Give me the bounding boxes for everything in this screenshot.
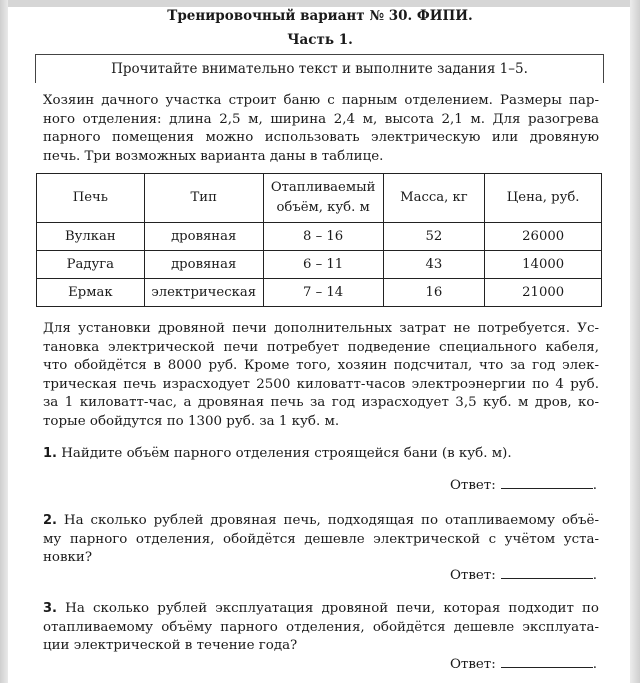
question-text: На сколько рублей дровяная печь, подходящая по отапливаемому объё- (63, 513, 599, 528)
question-line: ции электрической в течение года? (43, 638, 298, 654)
cell-mass: 43 (383, 251, 485, 279)
cell-volume: 6 – 11 (263, 251, 383, 279)
part-heading: Часть 1. (287, 32, 353, 48)
conditions-line: за 1 киловатт-час, а дровяная печь за год израсходует 3,5 куб. м дров, ко- (43, 395, 599, 411)
answer-field-3[interactable] (501, 655, 593, 668)
table-row (37, 279, 602, 307)
cell-mass: 16 (383, 279, 485, 307)
stoves-table (36, 173, 602, 307)
conditions-line: трическая печь израсходует 2500 киловатт-часов электроэнергии по 4 руб. (43, 376, 599, 392)
intro-line: печь. Три возможных варианта даны в таблице. (43, 148, 384, 164)
column-header-type: Тип (144, 174, 263, 223)
instruction-box: Прочитайте внимательно текст и выполните задания 1–5. (35, 54, 604, 83)
question-line: новки? (43, 550, 92, 566)
conditions-line: торые обойдутся по 1300 руб. за 1 куб. м. (43, 413, 340, 429)
answer-label: Ответ: (449, 657, 496, 672)
answer-line-3 (450, 655, 597, 672)
intro-line: ного отделения: длина 2,5 м, ширина 2,4 м, высота 2,1 м. Для разогрева (43, 111, 599, 127)
cell-type: электрическая (144, 279, 263, 307)
column-header-stove: Печь (37, 174, 145, 223)
cell-volume: 7 – 14 (263, 279, 383, 307)
question-number: 2. (43, 513, 57, 528)
table-row (37, 251, 602, 279)
cell-price: 26000 (485, 223, 602, 251)
column-header-volume-line2: объём, куб. м (276, 200, 370, 215)
question-line: му парного отделения, обойдётся дешевле электрической с учётом уста- (43, 531, 599, 547)
cell-price: 14000 (485, 251, 602, 279)
answer-field-1[interactable] (501, 476, 593, 489)
answer-line-2 (450, 566, 597, 583)
question-number: 1. (43, 446, 57, 461)
answer-line-1 (450, 476, 597, 493)
question-1 (43, 445, 599, 464)
intro-line: Хозяин дачного участка строит баню с парным отделением. Размеры пар- (43, 93, 599, 108)
answer-end: . (592, 568, 597, 583)
table-row (37, 223, 602, 251)
question-text: На сколько рублей эксплуатация дровяной печи, которая подходит по (65, 601, 599, 616)
conditions-line: тановка электрической печи потребует подведение специального кабеля, (43, 339, 599, 355)
cell-type: дровяная (144, 223, 263, 251)
question-2 (43, 512, 599, 568)
answer-field-2[interactable] (501, 566, 593, 579)
cell-volume: 8 – 16 (263, 223, 383, 251)
viewer-frame-left (0, 0, 8, 683)
conditions-line: что обойдётся в 8000 руб. Кроме того, хозяин подсчитал, что за год элек- (43, 358, 599, 374)
question-line (43, 512, 599, 531)
answer-label: Ответ: (449, 478, 496, 493)
answer-end: . (592, 657, 597, 672)
cell-price: 21000 (485, 279, 602, 307)
cell-stove: Вулкан (37, 223, 145, 251)
conditions-paragraph (43, 320, 599, 432)
column-header-price: Цена, руб. (485, 174, 602, 223)
page-title: Тренировочный вариант № 30. ФИПИ. (167, 8, 473, 24)
conditions-line: Для установки дровяной печи дополнительных затрат не потребуется. Ус- (43, 321, 599, 336)
question-line (43, 600, 599, 619)
cell-mass: 52 (383, 223, 485, 251)
question-number: 3. (43, 601, 57, 616)
cell-stove: Радуга (37, 251, 145, 279)
question-text: Найдите объём парного отделения строящейся бани (в куб. м). (61, 446, 512, 461)
answer-end: . (592, 478, 597, 493)
viewer-frame-right (630, 0, 640, 683)
column-header-volume (263, 174, 383, 223)
column-header-mass: Масса, кг (383, 174, 485, 223)
question-3 (43, 600, 599, 656)
question-line: отапливаемому объёму парного отделения, обойдётся дешевле эксплуата- (43, 619, 599, 635)
cell-stove: Ермак (37, 279, 145, 307)
viewer-frame-top (0, 0, 640, 7)
table-header-row (37, 174, 602, 223)
column-header-volume-line1: Отапливаемый (270, 180, 376, 195)
intro-paragraph (43, 92, 599, 166)
cell-type: дровяная (144, 251, 263, 279)
intro-line: парного помещения можно использовать электрическую или дровяную (43, 130, 599, 146)
answer-label: Ответ: (449, 568, 496, 583)
